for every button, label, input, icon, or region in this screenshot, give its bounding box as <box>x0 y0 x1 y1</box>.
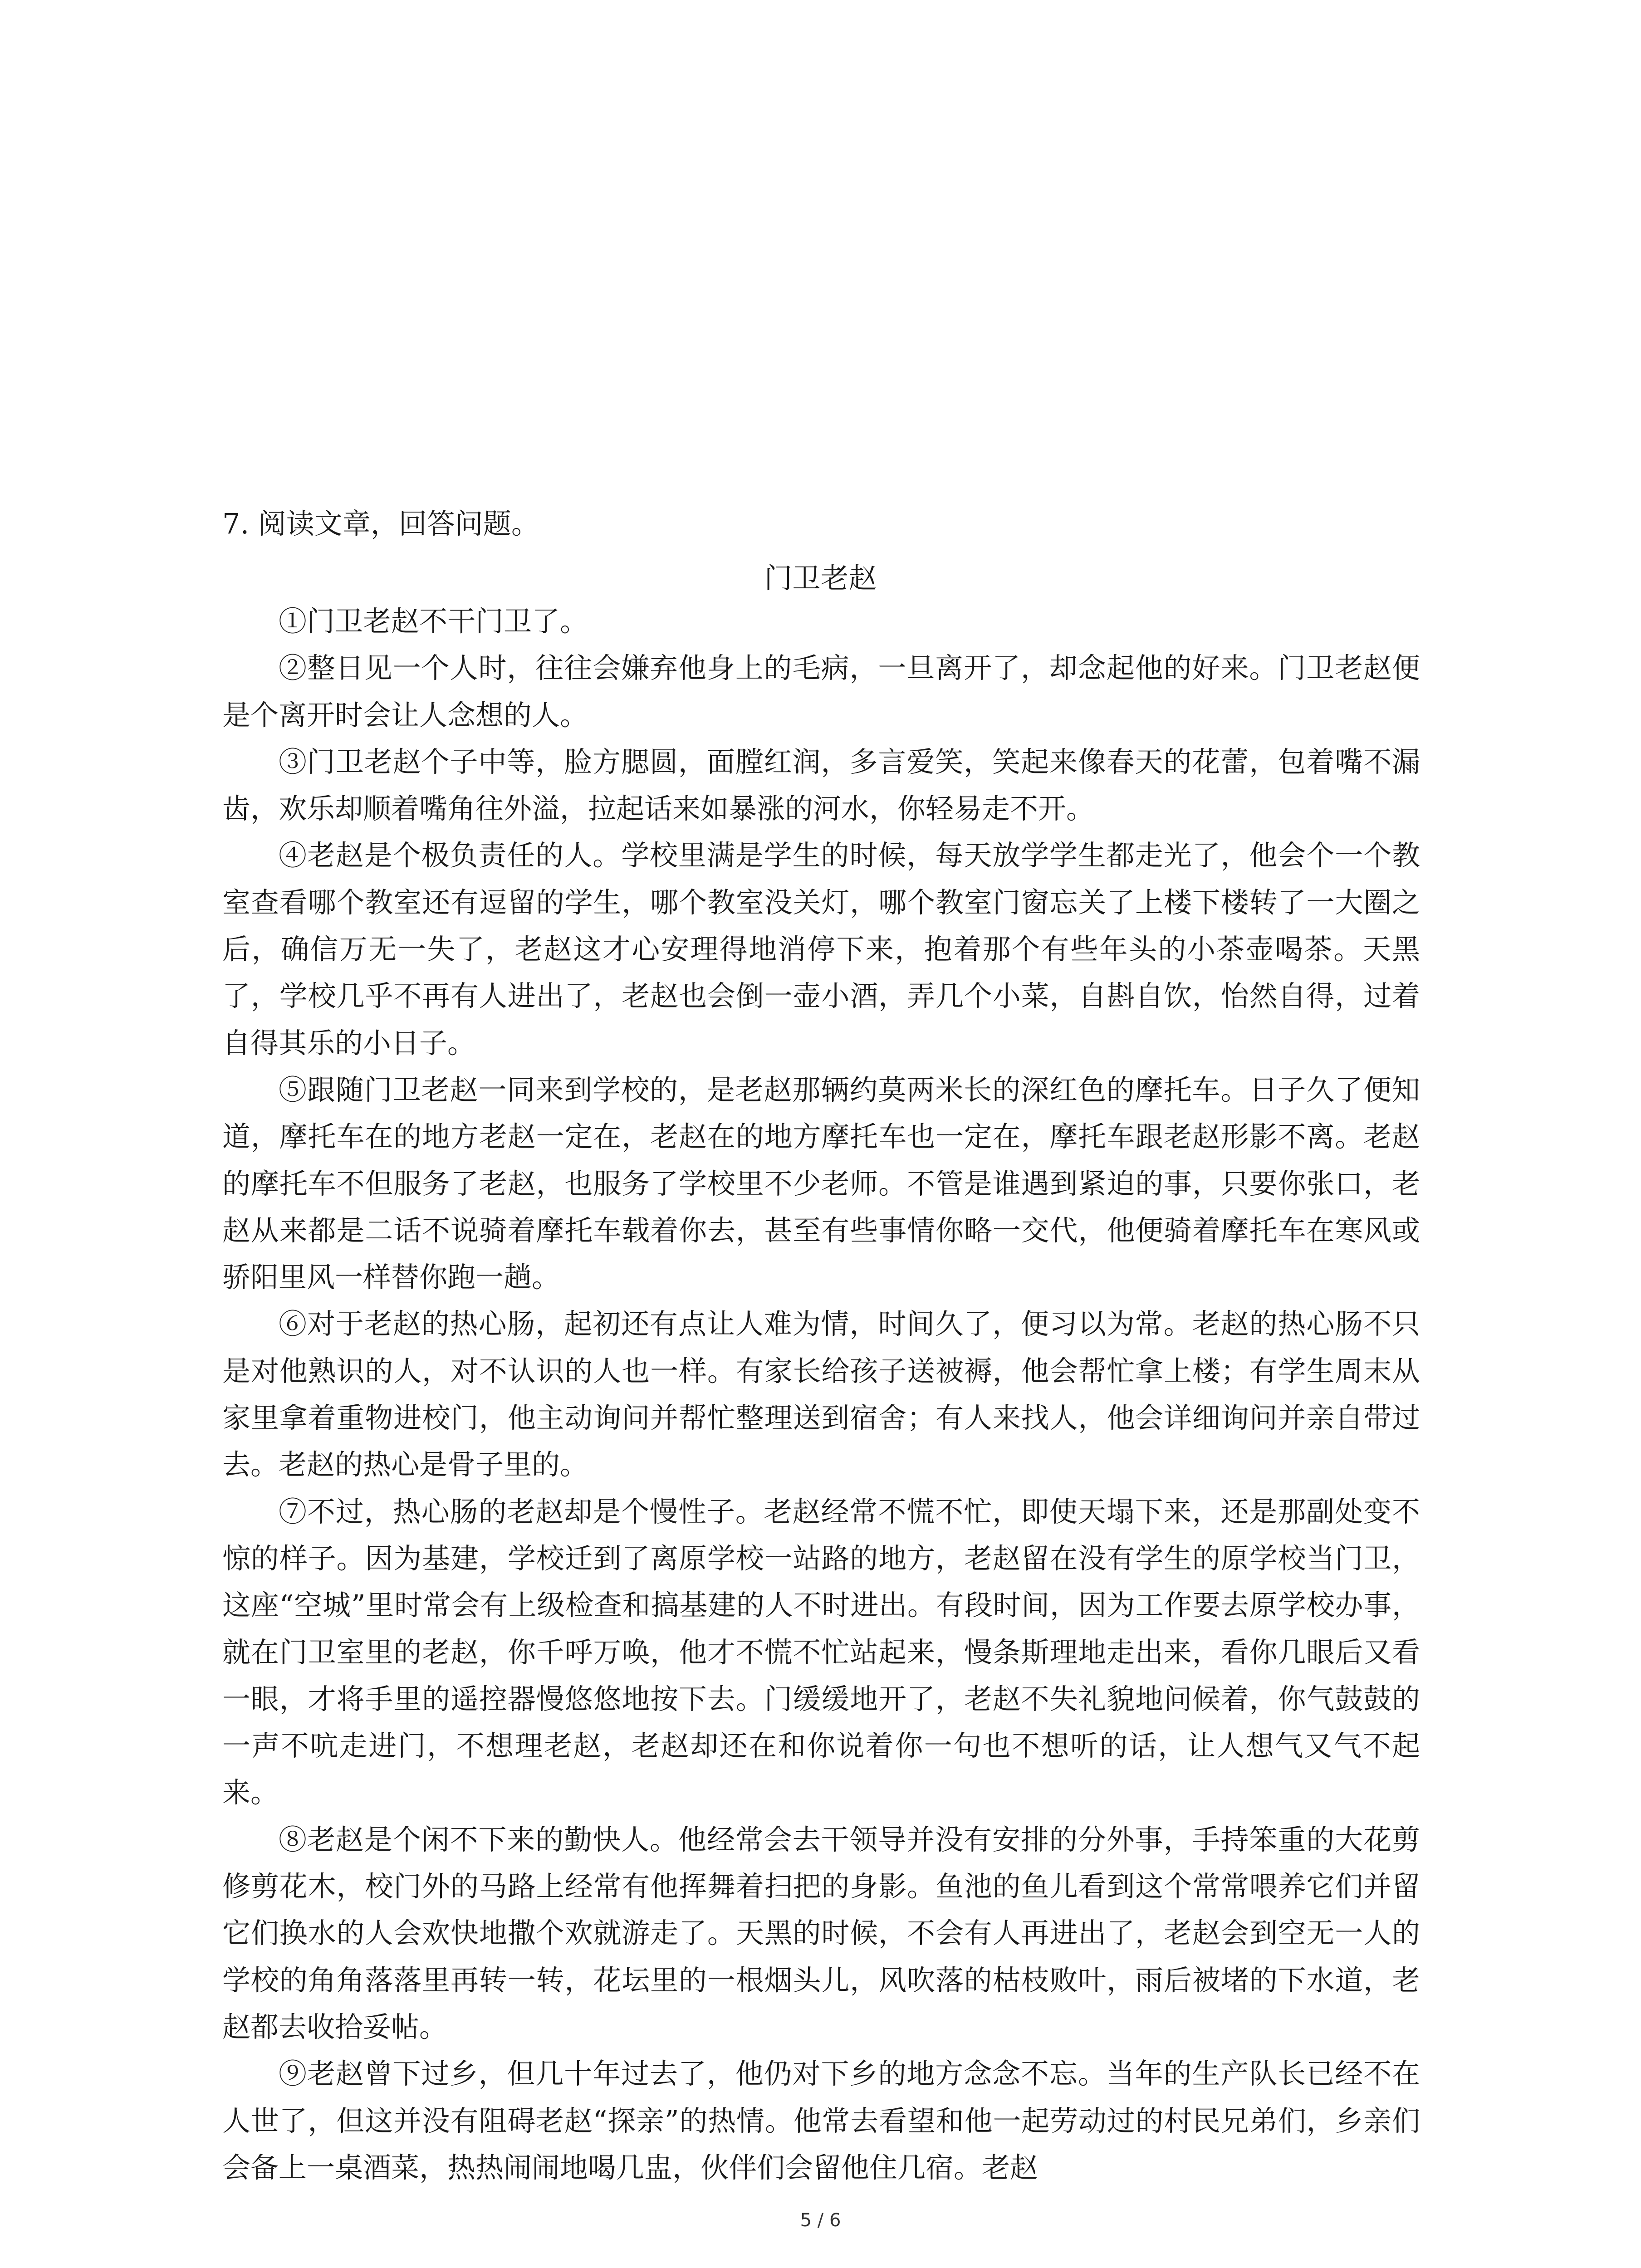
article-body <box>222 598 1420 2191</box>
paragraph-6: ⑥对于老赵的热心肠，起初还有点让人难为情，时间久了，便习以为常。老赵的热心肠不只是对他熟识的人，对不认识的人也一样。有家长给孩子送被褥，他会帮忙拿上楼；有学生周末从家里拿着重物进校门，他主动询问并帮忙整理送到宿舍；有人来找人，他会详细询问并亲自带过去。老赵的热心是骨子里的。 <box>222 1307 1420 1481</box>
paragraph-5: ⑤跟随门卫老赵一同来到学校的，是老赵那辆约莫两米长的深红色的摩托车。日子久了便知道，摩托车在的地方老赵一定在，老赵在的地方摩托车也一定在，摩托车跟老赵形影不离。老赵的摩托车不但服务了老赵，也服务了学校里不少老师。不管是谁遇到紧迫的事，只要你张口，老赵从来都是二话不说骑着摩托车载着你去，甚至有些事情你略一交代，他便骑着摩托车在寒风或骄阳里风一样替你跑一趟。 <box>222 1073 1420 1294</box>
paragraph-3: ③门卫老赵个子中等，脸方腮圆，面膛红润，多言爱笑，笑起来像春天的花蕾，包着嘴不漏齿，欢乐却顺着嘴角往外溢，拉起话来如暴涨的河水，你轻易走不开。 <box>222 745 1420 826</box>
article-title: 门卫老赵 <box>764 562 877 595</box>
paragraph-4: ④老赵是个极负责任的人。学校里满是学生的时候，每天放学学生都走光了，他会个一个教室查看哪个教室还有逗留的学生，哪个教室没关灯，哪个教室门窗忘关了上楼下楼转了一大圈之后，确信万无一失了，老赵这才心安理得地消停下来，抱着那个有些年头的小茶壶喝茶。天黑了，学校几乎不再有人进出了，老赵也会倒一壶小酒，弄几个小菜，自斟自饮，怡然自得，过着自得其乐的小日子。 <box>222 839 1420 1060</box>
page-number: 5 / 6 <box>800 2210 841 2231</box>
paragraph-9: ⑨老赵曾下过乡，但几十年过去了，他仍对下乡的地方念念不忘。当年的生产队长已经不在人世了，但这并没有阻碍老赵“探亲”的热情。他常去看望和他一起劳动过的村民兄弟们，乡亲们会备上一桌酒菜，热热闹闹地喝几盅，伙伴们会留他住几宿。老赵 <box>222 2057 1420 2184</box>
paragraph-2: ②整日见一个人时，往往会嫌弃他身上的毛病，一旦离开了，却念起他的好来。门卫老赵便是个离开时会让人念想的人。 <box>222 651 1420 732</box>
paragraph-8: ⑧老赵是个闲不下来的勤快人。他经常会去干领导并没有安排的分外事，手持笨重的大花剪修剪花木，校门外的马路上经常有他挥舞着扫把的身影。鱼池的鱼儿看到这个常常喂养它们并留它们换水的人会欢快地撒个欢就游走了。天黑的时候，不会有人再进出了，老赵会到空无一人的学校的角角落落里再转一转，花坛里的一根烟头儿，风吹落的枯枝败叶，雨后被堵的下水道，老赵都去收拾妥帖。 <box>222 1823 1420 2043</box>
question-label: 7. 阅读文章，回答问题。 <box>222 507 539 540</box>
paragraph-1: ①门卫老赵不干门卫了。 <box>279 605 588 638</box>
paragraph-7: ⑦不过，热心肠的老赵却是个慢性子。老赵经常不慌不忙，即使天塌下来，还是那副处变不惊的样子。因为基建，学校迁到了离原学校一站路的地方，老赵留在没有学生的原学校当门卫，这座“空城”里时常会有上级检查和搞基建的人不时进出。有段时间，因为工作要去原学校办事，就在门卫室里的老赵，你千呼万唤，他才不慌不忙站起来，慢条斯理地走出来，看你几眼后又看一眼，才将手里的遥控器慢悠悠地按下去。门缓缓地开了，老赵不失礼貌地问候着，你气鼓鼓的一声不吭走进门，不想理老赵，老赵却还在和你说着你一句也不想听的话，让人想气又气不起来。 <box>222 1495 1420 1809</box>
